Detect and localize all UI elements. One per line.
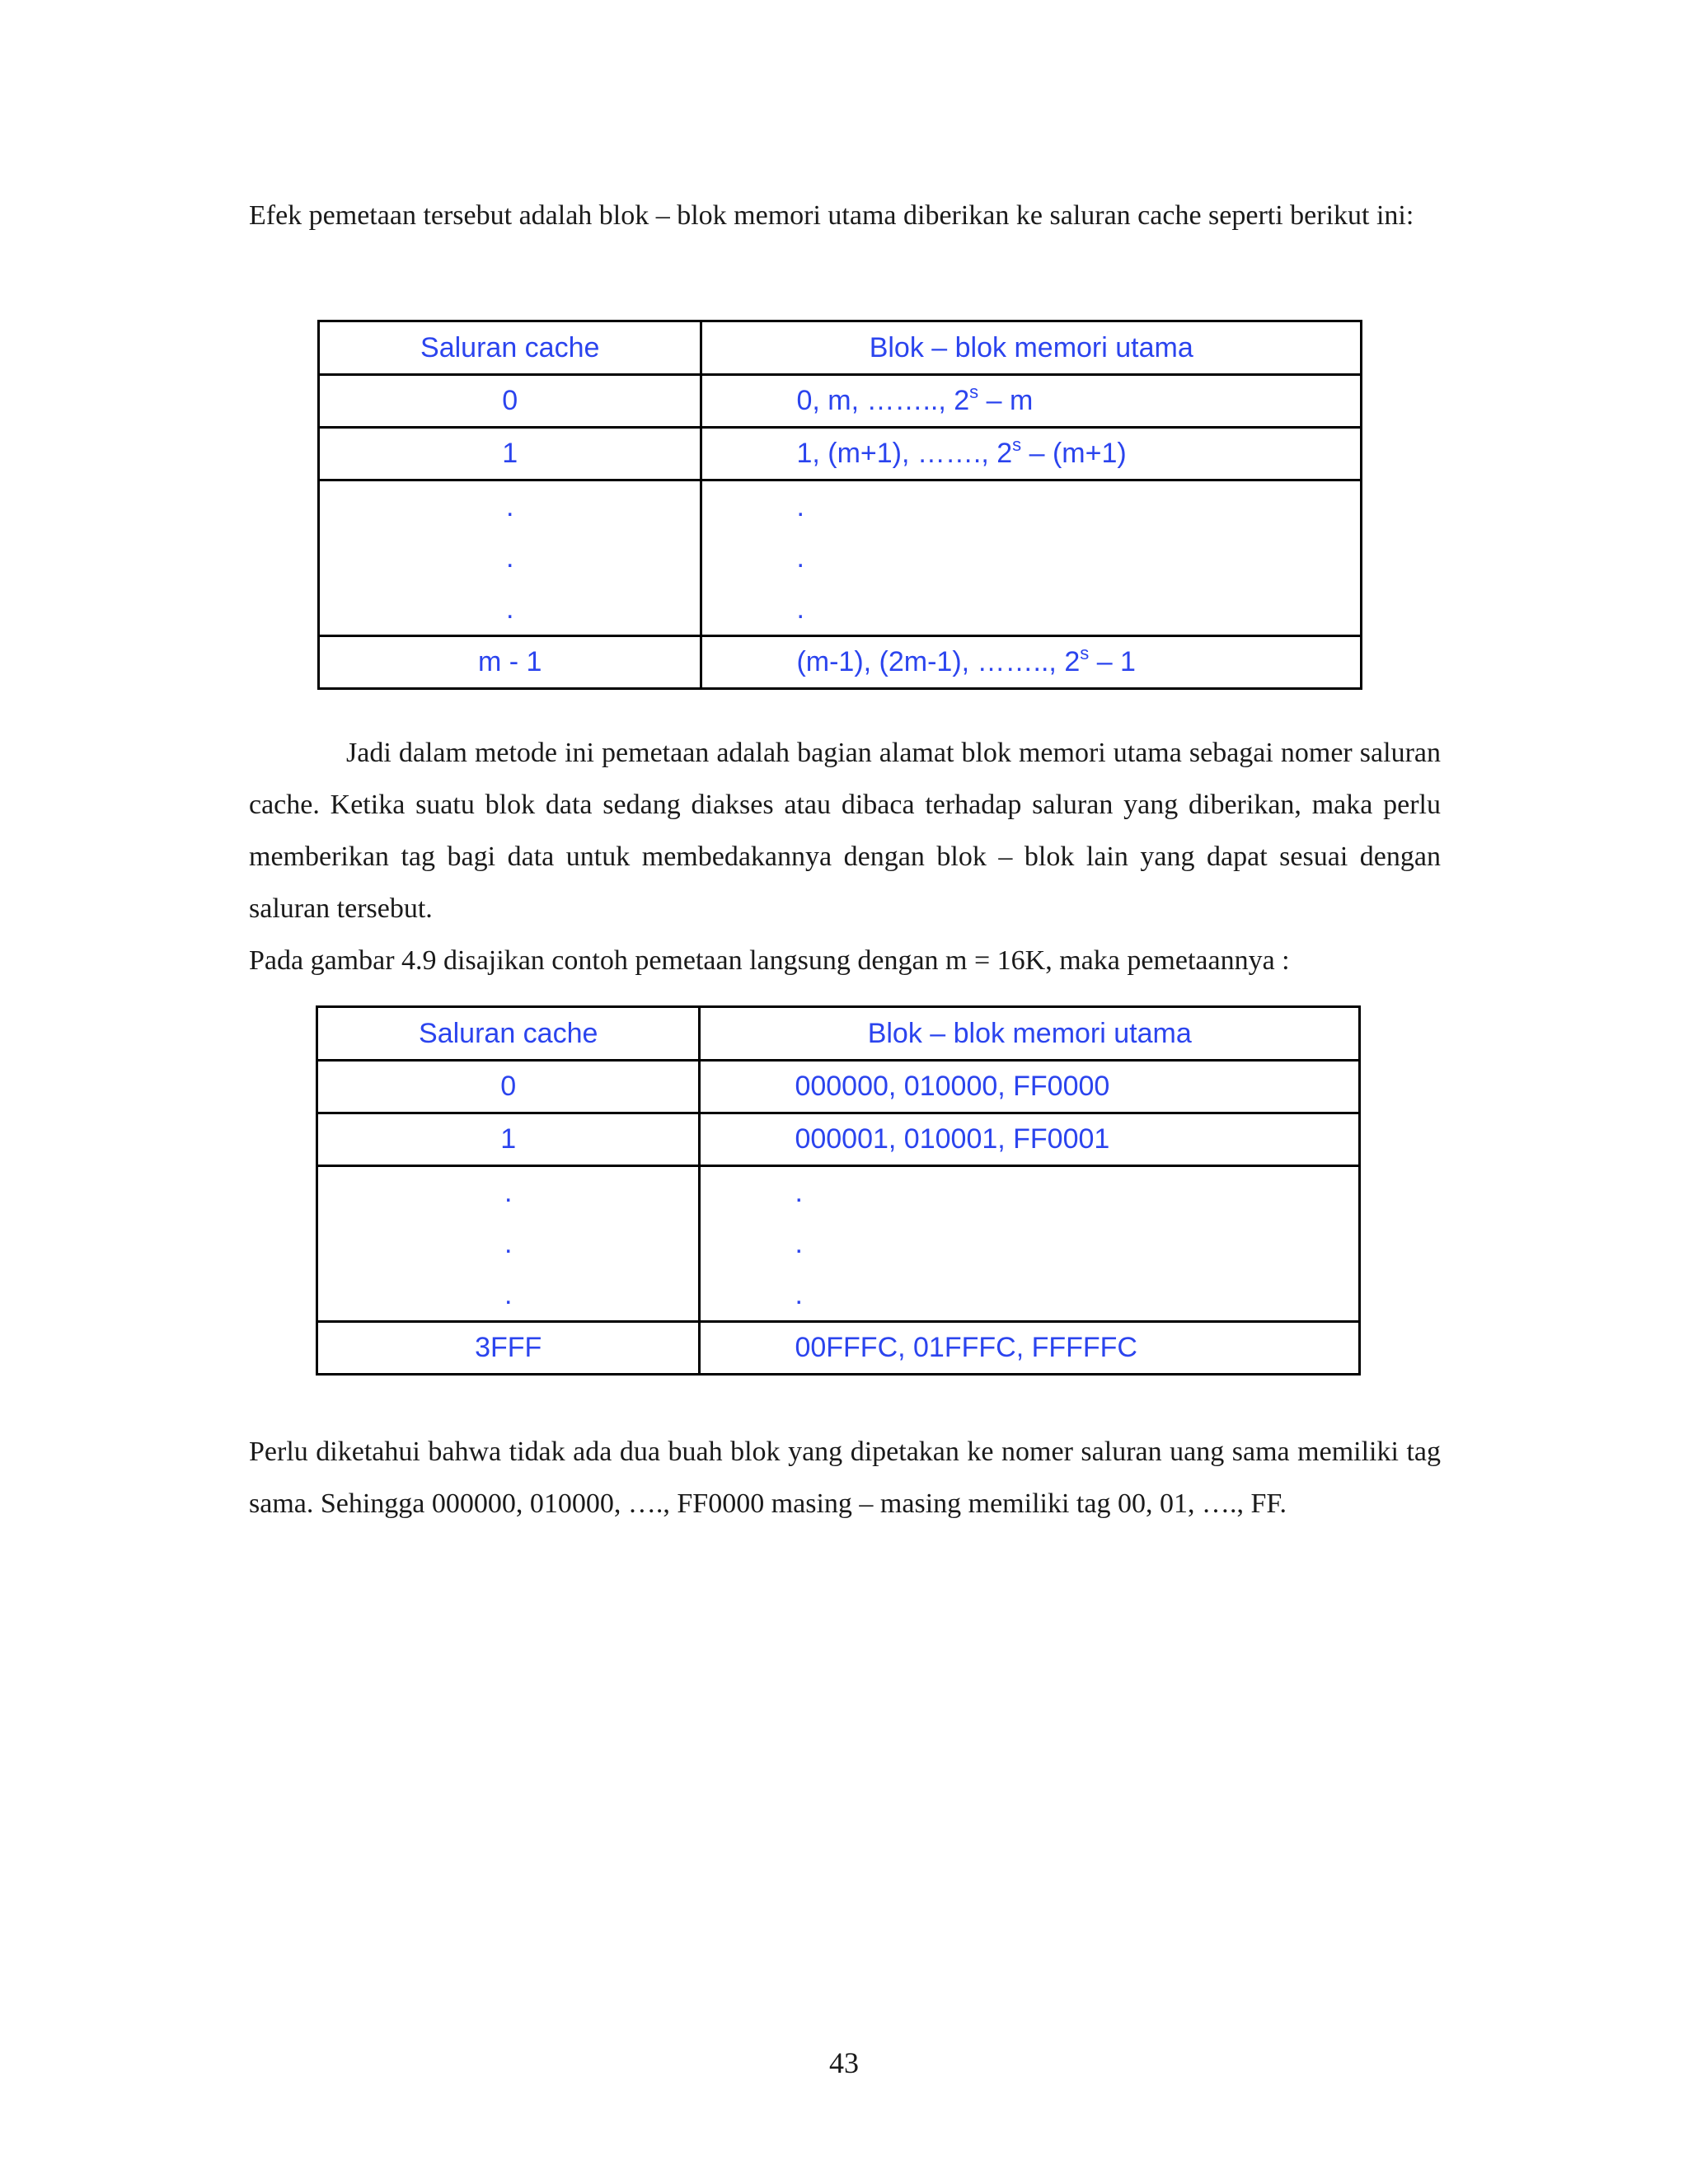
table-header-row xyxy=(317,1007,1360,1061)
ellipsis-row xyxy=(319,480,1362,636)
page-number: 43 xyxy=(829,2046,859,2079)
table-header-row xyxy=(319,321,1362,375)
dots-cell: . . . xyxy=(700,1166,1360,1322)
dots-cell: . . . xyxy=(319,480,701,636)
blocks-cell: 000000, 010000, FF0000 xyxy=(700,1061,1360,1113)
table-row xyxy=(319,428,1362,480)
blocks-cell: 1, (m+1), ……., 2$^s$ – (m+1) xyxy=(701,428,1362,480)
header-saluran-cache: Saluran cache xyxy=(319,321,701,375)
header-blok-memori: Blok – blok memori utama xyxy=(700,1007,1360,1061)
table-row xyxy=(319,375,1362,428)
dots-cell: . . . xyxy=(317,1166,700,1322)
dots-cell: . . . xyxy=(701,480,1362,636)
table-row xyxy=(317,1113,1360,1166)
line-cell: 0 xyxy=(319,375,701,428)
cache-mapping-table-example xyxy=(316,1005,1361,1376)
line-cell: 0 xyxy=(317,1061,700,1113)
example-intro-paragraph: Pada gambar 4.9 disajikan contoh pemetaan langsung dengan m = 16K, maka pemetaannya : xyxy=(249,945,1290,976)
line-cell: m - 1 xyxy=(319,636,701,689)
blocks-cell: 000001, 010001, FF0001 xyxy=(700,1113,1360,1166)
table-row xyxy=(319,636,1362,689)
line-cell: 1 xyxy=(317,1113,700,1166)
intro-paragraph: Efek pemetaan tersebut adalah blok – blok memori utama diberikan ke saluran cache seperti berikut ini: xyxy=(249,200,1414,231)
table-row xyxy=(317,1322,1360,1375)
header-blok-memori: Blok – blok memori utama xyxy=(701,321,1362,375)
conclusion-paragraph: Perlu diketahui bahwa tidak ada dua buah blok yang dipetakan ke nomer saluran uang sama memiliki tag sama. Sehingga 000000, 010000, …., FF0000 masing – masing memiliki tag 00, 01, …., FF. xyxy=(249,1436,1441,1519)
header-saluran-cache: Saluran cache xyxy=(317,1007,700,1061)
blocks-cell: 00FFFC, 01FFFC, FFFFFC xyxy=(700,1322,1360,1375)
blocks-cell: (m-1), (2m-1), …….., 2$^s$ – 1 xyxy=(701,636,1362,689)
explanation-paragraph: Jadi dalam metode ini pemetaan adalah bagian alamat blok memori utama sebagai nomer saluran cache. Ketika suatu blok data sedang diakses atau dibaca terhadap saluran yang diberikan, maka perlu memberikan tag bagi data untuk membedakannya dengan blok – blok lain yang dapat sesuai dengan saluran tersebut. xyxy=(249,738,1441,924)
line-cell: 1 xyxy=(319,428,701,480)
ellipsis-row xyxy=(317,1166,1360,1322)
cache-mapping-table-general xyxy=(317,320,1362,690)
blocks-cell: 0, m, …….., 2$^s$ – m xyxy=(701,375,1362,428)
line-cell: 3FFF xyxy=(317,1322,700,1375)
table-row xyxy=(317,1061,1360,1113)
